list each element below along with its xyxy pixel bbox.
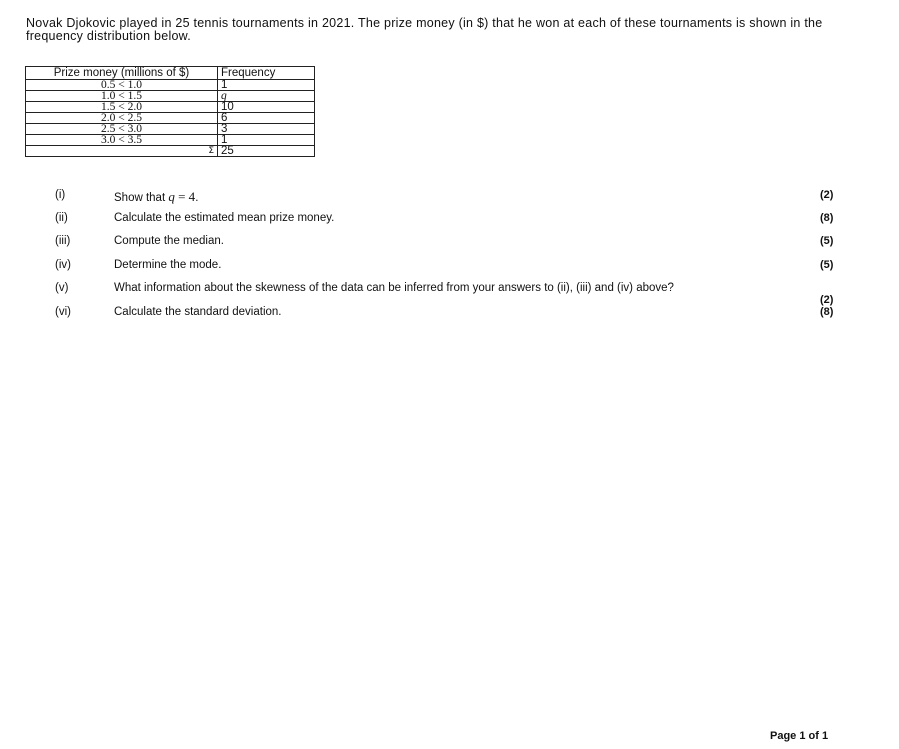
- question-text: Show that q = 4.: [114, 189, 199, 204]
- intro-paragraph: Novak Djokovic played in 25 tennis tournaments in 2021. The prize money (in $) that he won at each of these tournaments is shown in the frequency distribution below.: [26, 16, 823, 43]
- frequency-table: [25, 66, 315, 157]
- question-number: (v): [55, 282, 69, 294]
- frequency-cell: 10: [218, 102, 315, 113]
- interval-cell: 0.5 < 1.0: [26, 80, 218, 91]
- question-text: Calculate the standard deviation.: [114, 306, 282, 318]
- question-text: Compute the median.: [114, 235, 224, 247]
- frequency-cell: 1: [218, 80, 315, 91]
- question-marks: (2): [820, 294, 834, 306]
- interval-cell: 3.0 < 3.5: [26, 135, 218, 146]
- interval-cell: 1.5 < 2.0: [26, 102, 218, 113]
- question-text: Determine the mode.: [114, 259, 222, 271]
- question-marks: (5): [820, 259, 834, 271]
- table-header-row: [26, 67, 315, 80]
- table-row: [26, 124, 315, 135]
- question-number: (vi): [55, 306, 71, 318]
- interval-cell: 2.0 < 2.5: [26, 113, 218, 124]
- variable-q: q: [168, 189, 175, 204]
- sigma-symbol: Σ: [26, 146, 218, 157]
- frequency-cell: 1: [218, 135, 315, 146]
- header-prize-money: Prize money (millions of $): [26, 67, 218, 80]
- table-row: [26, 135, 315, 146]
- table-row: [26, 91, 315, 102]
- question-number: (iii): [55, 235, 71, 247]
- question-number: (iv): [55, 259, 71, 271]
- question-text: What information about the skewness of the data can be inferred from your answers to (ii), (iii) and (iv) above?: [114, 282, 674, 294]
- question-marks: (2): [820, 189, 834, 201]
- interval-cell: 2.5 < 3.0: [26, 124, 218, 135]
- question-number: (i): [55, 189, 66, 201]
- interval-cell: 1.0 < 1.5: [26, 91, 218, 102]
- total-frequency: 25: [218, 146, 315, 157]
- table-row: [26, 113, 315, 124]
- question-text: Calculate the estimated mean prize money.: [114, 212, 335, 224]
- frequency-cell: 3: [218, 124, 315, 135]
- table-row: [26, 80, 315, 91]
- page-number: Page 1 of 1: [770, 730, 829, 742]
- table-row: [26, 102, 315, 113]
- question-marks: (5): [820, 235, 834, 247]
- frequency-cell: q: [218, 91, 315, 102]
- table-total-row: [26, 146, 315, 157]
- frequency-cell: 6: [218, 113, 315, 124]
- question-number: (ii): [55, 212, 68, 224]
- question-marks: (8): [820, 212, 834, 224]
- header-frequency: Frequency: [218, 67, 315, 80]
- question-marks: (8): [820, 306, 834, 318]
